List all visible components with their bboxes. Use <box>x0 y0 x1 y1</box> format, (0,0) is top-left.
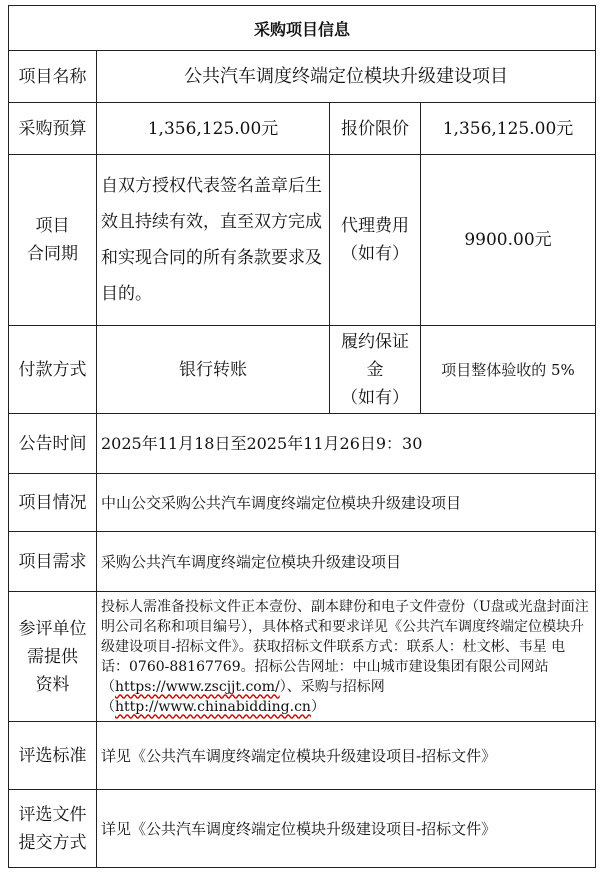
materials-text-2: ）、采购与招标网（ <box>101 678 385 715</box>
table-title: 采购项目信息 <box>9 6 596 51</box>
bond-value: 项目整体验收的 5% <box>421 326 596 414</box>
materials-label <box>9 592 97 722</box>
contract-period-label-line2: 合同期 <box>27 244 78 264</box>
contract-period-label <box>9 155 97 326</box>
project-name-value: 公共汽车调度终端定位模块升级建设项目 <box>97 51 596 103</box>
payment-label: 付款方式 <box>9 326 97 414</box>
criteria-value: 详见《公共汽车调度终端定位模块升级建设项目-招标文件》 <box>97 722 596 790</box>
criteria-label: 评选标准 <box>9 722 97 790</box>
project-needs-label: 项目需求 <box>9 532 97 592</box>
bond-label-line3: （如有） <box>341 387 409 408</box>
price-limit-value: 1,356,125.00元 <box>421 103 596 155</box>
budget-label: 采购预算 <box>9 103 97 155</box>
agency-fee-value: 9900.00元 <box>421 155 596 326</box>
materials-url-1[interactable]: https://www.zscjjt.com/ <box>115 678 280 695</box>
payment-value: 银行转账 <box>97 326 330 414</box>
submission-label-line2: 提交方式 <box>18 832 87 853</box>
materials-text-1: 投标人需准备投标文件正本壹份、副本肆份和电子文件壹份（U盘或光盘封面注明公司名称和项目编号），具体格式和要求详见《公共汽车调度终端定位模块升级建设项目-招标文件》。获取招标文件联系方式：联系人：杜文彬、韦星 电话：0760-88167769。招标公告网址：中山城市建设集团有限公司网站（ <box>101 598 589 695</box>
materials-value <box>97 592 596 722</box>
budget-value: 1,356,125.00元 <box>97 103 330 155</box>
contract-period-label-line1: 项目 <box>35 216 70 236</box>
submission-value: 详见《公共汽车调度终端定位模块升级建设项目-招标文件》 <box>97 790 596 868</box>
project-needs-value: 采购公共汽车调度终端定位模块升级建设项目 <box>97 532 596 592</box>
announce-time-label: 公告时间 <box>9 414 97 474</box>
materials-label-line1: 参评单位 <box>18 618 87 639</box>
announce-time-value: 2025年11月18日至2025年11月26日9：30 <box>97 414 596 474</box>
price-limit-label: 报价限价 <box>330 103 421 155</box>
submission-label-line1: 评选文件 <box>18 804 87 825</box>
contract-period-value: 自双方授权代表签名盖章后生效且持续有效，直至双方完成和实现合同的所有条款要求及目的。 <box>97 155 330 326</box>
materials-label-line3: 资料 <box>35 674 70 695</box>
project-status-label: 项目情况 <box>9 474 97 532</box>
submission-label <box>9 790 97 868</box>
agency-fee-label <box>330 155 421 326</box>
materials-text-3: ） <box>310 698 325 715</box>
project-name-label: 项目名称 <box>9 51 97 103</box>
agency-fee-label-line2: （如有） <box>341 244 409 264</box>
agency-fee-label-line1: 代理费用 <box>341 216 409 236</box>
project-status-value: 中山公交采购公共汽车调度终端定位模块升级建设项目 <box>97 474 596 532</box>
materials-label-line2: 需提供 <box>27 646 78 667</box>
procurement-info-table <box>8 5 596 868</box>
bond-label-line1: 履约保证 <box>341 331 409 352</box>
bond-label-line2: 金 <box>366 359 384 380</box>
materials-url-2[interactable]: http://www.chinabidding.cn <box>115 698 311 715</box>
bond-label <box>330 326 421 414</box>
